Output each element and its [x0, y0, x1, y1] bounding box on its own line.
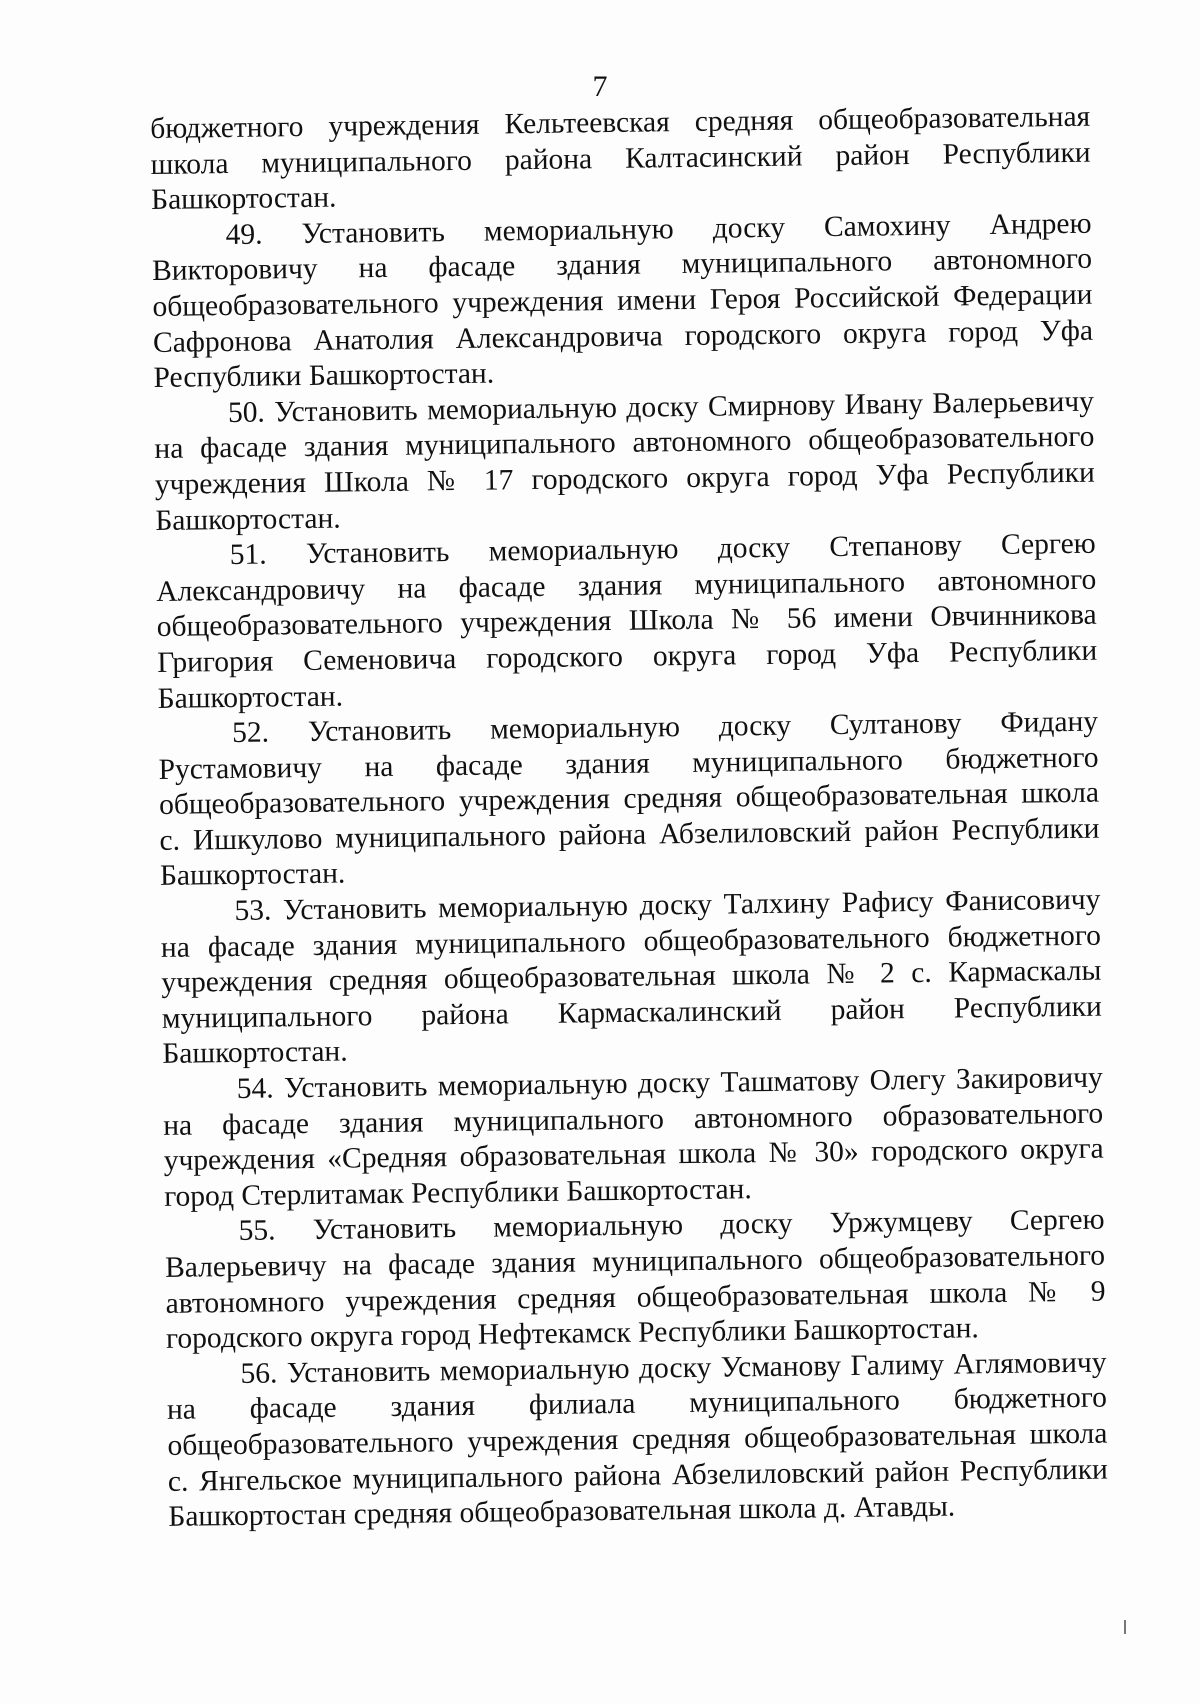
page-number: 7	[592, 70, 608, 103]
scan-artifact	[1124, 1620, 1126, 1634]
continuation-paragraph: бюджетного учреждения Кельтеевская средняя общеобразовательная школа муниципального района Калтасинский район Республики Башкортостан.	[150, 100, 1091, 217]
item-53-paragraph: 53. Установить мемориальную доску Талхину Рафису Фанисовичу на фасаде здания муниципального общеобразовательного бюджетного учреждения средняя общеобразовательная школа № 2 с. Кармаскалы муниципального района Кармаскалинский район Республики Башкортостан.	[160, 883, 1102, 1071]
item-54-paragraph: 54. Установить мемориальную доску Ташматову Олегу Закировичу на фасаде здания муниципального автономного образовательного учреждения «Средняя образовательная школа № 30» городского округа город Стерлитамак Республики Башкортостан.	[163, 1061, 1104, 1213]
item-50-paragraph: 50. Установить мемориальную доску Смирнову Ивану Валерьевичу на фасаде здания муниципального автономного общеобразовательного учреждения Школа № 17 городского округа город Уфа Республики Башкортостан.	[154, 385, 1096, 537]
item-52-paragraph: 52. Установить мемориальную доску Султанову Фидану Рустамовичу на фасаде здания муниципального бюджетного общеобразовательного учреждения средняя общеобразовательная школа с. Ишкулово муниципального района Абзелиловский район Республики Башкортостан.	[158, 705, 1100, 893]
document-body	[150, 100, 1109, 1536]
item-49-paragraph: 49. Установить мемориальную доску Самохину Андрею Викторовичу на фасаде здания муниципального автономного общеобразовательного учреждения имени Героя Российской Федерации Сафронова Анатолия Александровича городского округа город Уфа Республики Башкортостан.	[151, 207, 1094, 395]
item-56-paragraph: 56. Установить мемориальную доску Усманову Галиму Аглямовичу на фасаде здания филиала муниципального бюджетного общеобразовательного учреждения средняя общеобразовательная школа с. Янгельское муниципального района Абзелиловский район Республики Башкортостан средняя общеобразовательная школа д. Атавды.	[166, 1346, 1109, 1534]
item-55-paragraph: 55. Установить мемориальную доску Уржумцеву Сергею Валерьевичу на фасаде здания муниципального общеобразовательного автономного учреждения средняя общеобразовательная школа № 9 городского округа город Нефтекамск Республики Башкортостан.	[164, 1204, 1106, 1356]
item-51-paragraph: 51. Установить мемориальную доску Степанову Сергею Александровичу на фасаде здания муниципального автономного общеобразовательного учреждения Школа № 56 имени Овчинникова Григория Семеновича городского округа город Уфа Республики Башкортостан.	[156, 527, 1098, 715]
